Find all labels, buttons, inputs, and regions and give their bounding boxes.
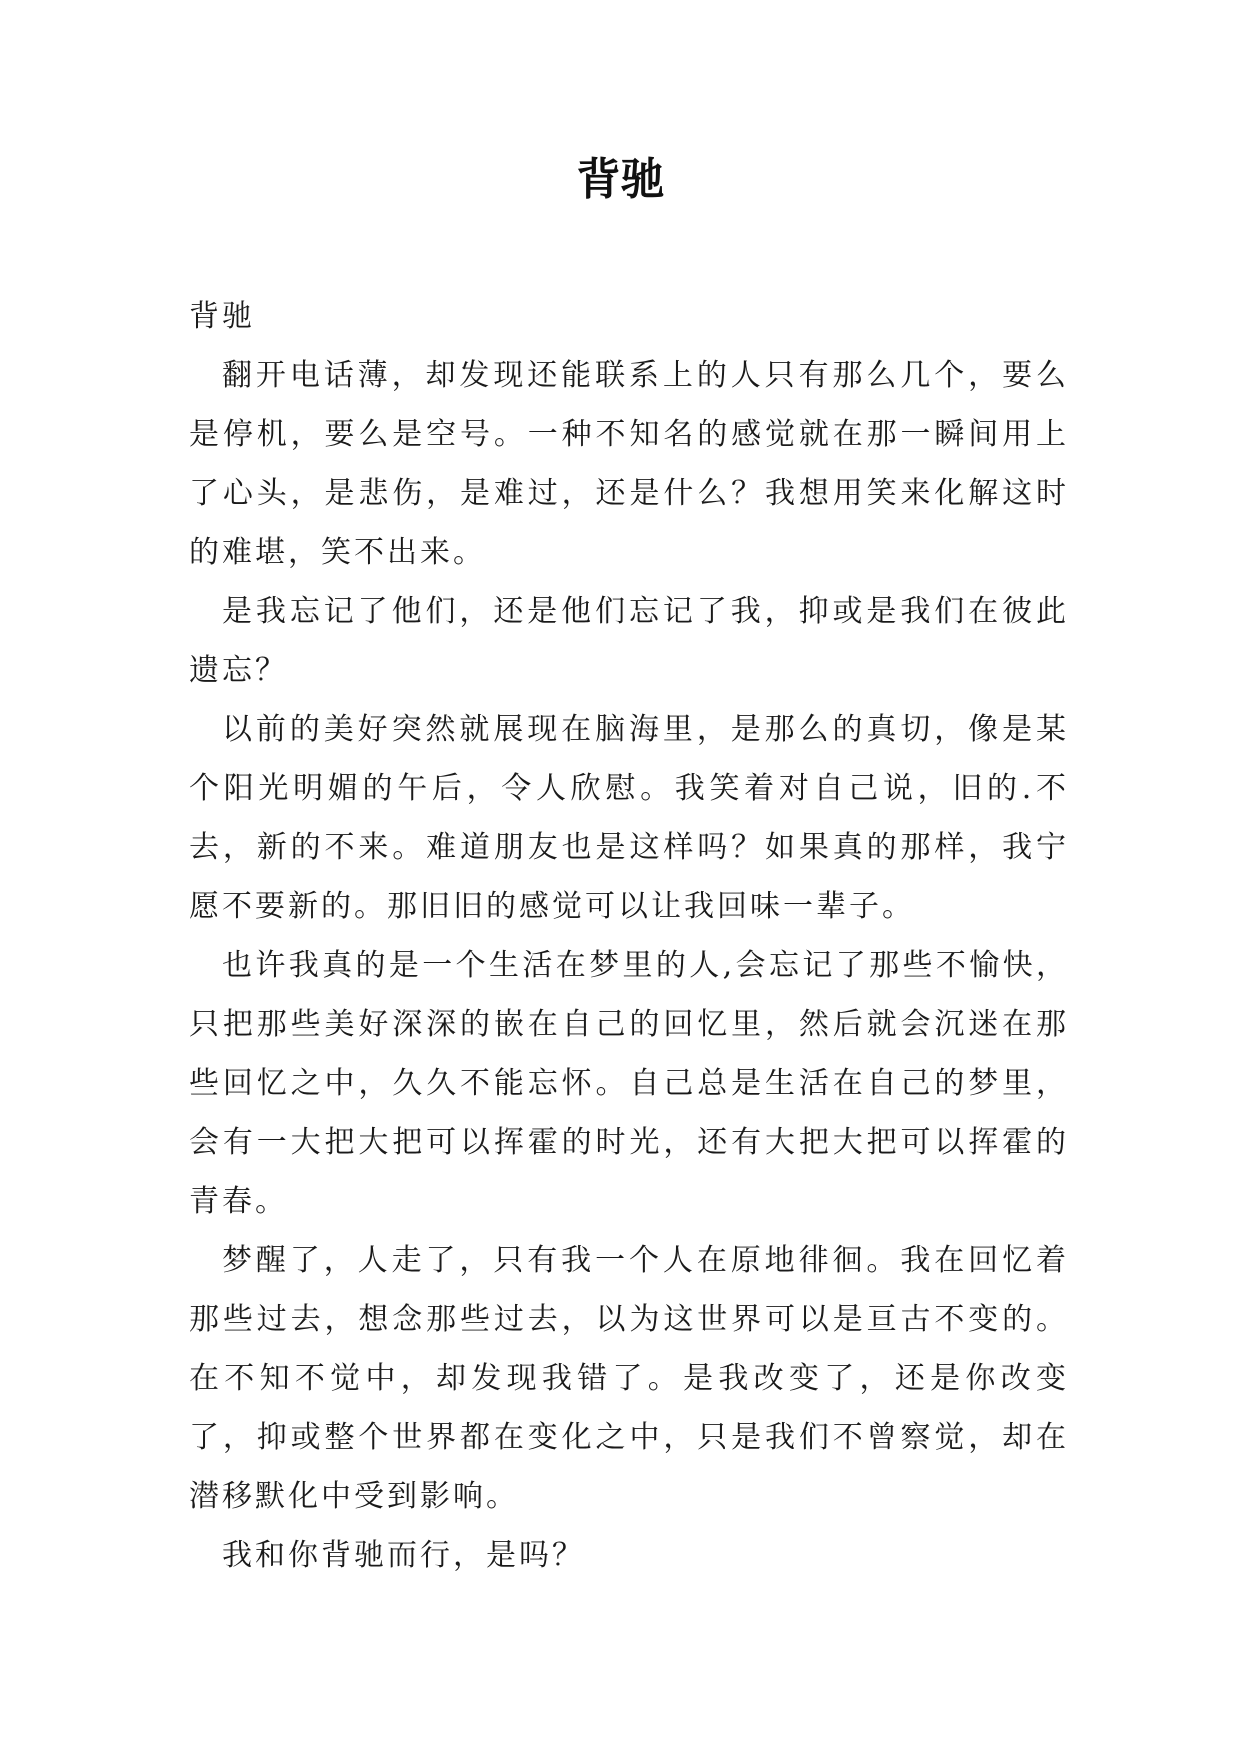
paragraph-5: 梦醒了，人走了，只有我一个人在原地徘徊。我在回忆着那些过去，想念那些过去，以为这世界可以是亘古不变的。在不知不觉中，却发现我错了。是我改变了，还是你改变了，抑或整个世界都在变化之中，只是我们不曾察觉，却在潜移默化中受到影响。	[189, 1243, 1069, 1514]
paragraph-2: 是我忘记了他们，还是他们忘记了我，抑或是我们在彼此遗忘？	[189, 594, 1069, 688]
paragraph-6: 我和你背驰而行，是吗？	[222, 1538, 585, 1573]
document-body	[189, 287, 1069, 1585]
document-subtitle: 背驰	[189, 299, 255, 334]
paragraph-3: 以前的美好突然就展现在脑海里，是那么的真切，像是某个阳光明媚的午后，令人欣慰。我笑着对自己说，旧的.不去，新的不来。难道朋友也是这样吗？如果真的那样，我宁愿不要新的。那旧旧的感觉可以让我回味一辈子。	[189, 712, 1069, 924]
paragraph-4: 也许我真的是一个生活在梦里的人,会忘记了那些不愉快，只把那些美好深深的嵌在自己的回忆里，然后就会沉迷在那些回忆之中，久久不能忘怀。自己总是生活在自己的梦里，会有一大把大把可以挥霍的时光，还有大把大把可以挥霍的青春。	[189, 948, 1069, 1219]
paragraph-1: 翻开电话薄，却发现还能联系上的人只有那么几个，要么是停机，要么是空号。一种不知名的感觉就在那一瞬间用上了心头，是悲伤，是难过，还是什么？我想用笑来化解这时的难堪，笑不出来。	[189, 358, 1069, 570]
document-title: 背驰	[576, 154, 665, 205]
